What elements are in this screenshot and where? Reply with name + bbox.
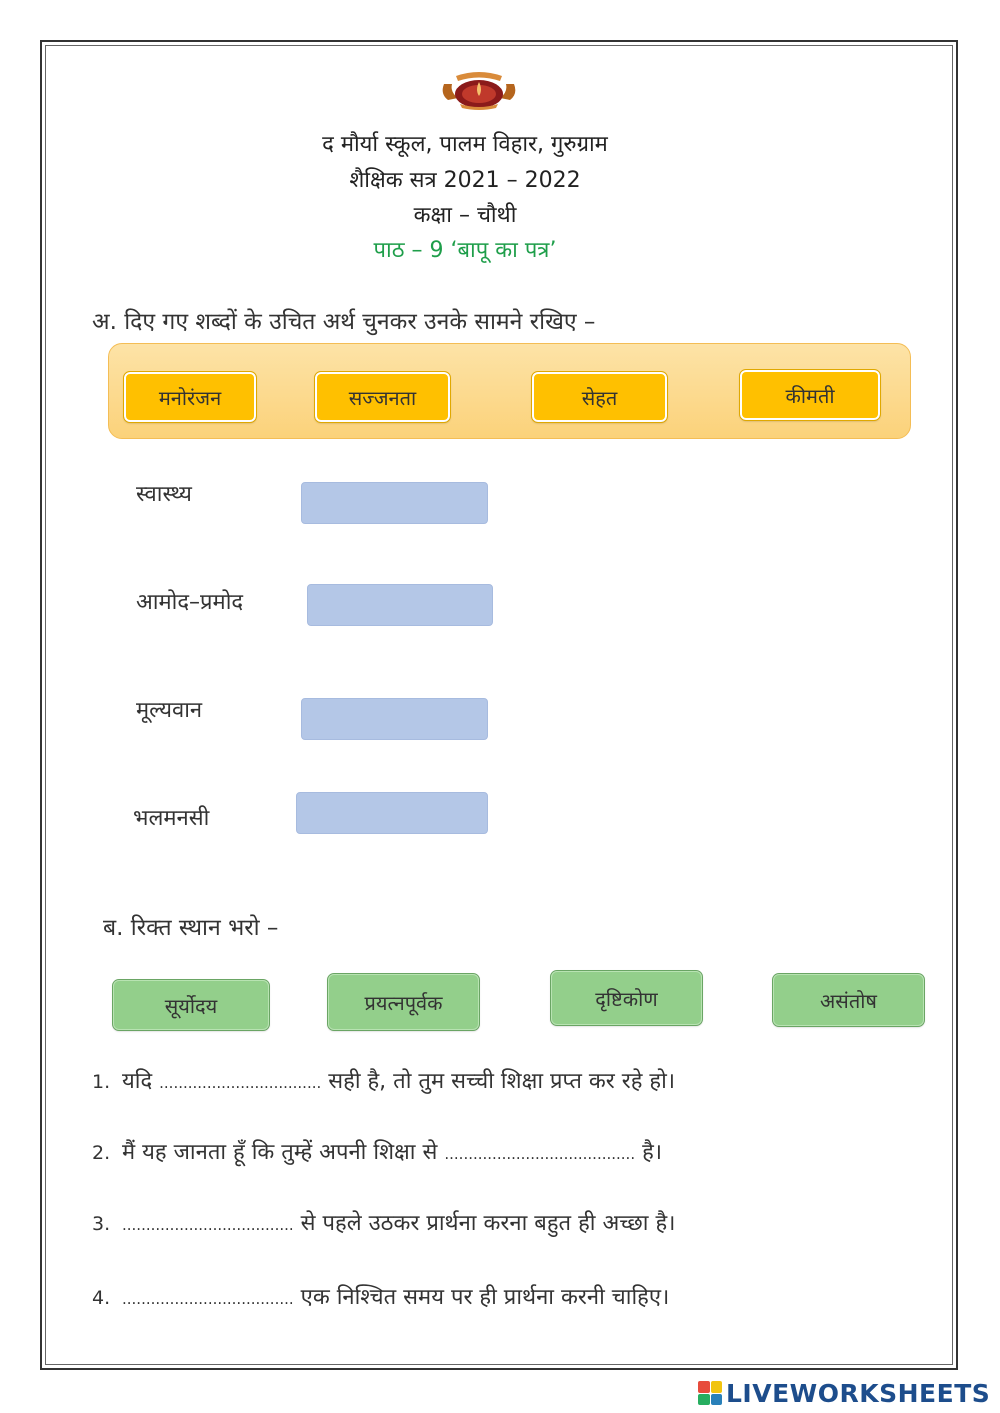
- question-number: 3.: [92, 1213, 111, 1235]
- question-4: [92, 1281, 669, 1311]
- fill-option-chip-1[interactable]: सूर्योदय: [113, 980, 269, 1030]
- question-text-before: मैं यह जानता हूँ कि तुम्हें अपनी शिक्षा से: [122, 1140, 445, 1165]
- question-text-after: से पहले उठकर प्रार्थना करना बहुत ही अच्छा है।: [293, 1211, 676, 1236]
- question-number: 4.: [92, 1287, 111, 1309]
- fill-option-chip-3[interactable]: दृष्टिकोण: [551, 971, 702, 1025]
- question-text-after: एक निश्चित समय पर ही प्रार्थना करनी चाहिए।: [293, 1285, 670, 1310]
- question-2: [92, 1136, 662, 1166]
- question-blank[interactable]: ....................................: [122, 1290, 294, 1308]
- section-a-title: अ. दिए गए शब्दों के उचित अर्थ चुनकर उनके सामने रखिए –: [92, 309, 596, 335]
- term-label-4: भलमनसी: [133, 806, 210, 831]
- answer-drop-box-4[interactable]: [296, 792, 488, 834]
- answer-drop-box-3[interactable]: [301, 698, 488, 740]
- option-chip-4[interactable]: कीमती: [740, 370, 880, 420]
- question-text-after: है।: [635, 1140, 663, 1165]
- brand-text: LIVEWORKSHEETS: [726, 1378, 991, 1408]
- option-chip-3[interactable]: सेहत: [532, 372, 667, 422]
- liveworksheets-logo-icon: [698, 1381, 722, 1405]
- question-number: 2.: [92, 1142, 111, 1164]
- option-chip-2[interactable]: सज्जनता: [315, 372, 450, 422]
- fill-option-chip-2[interactable]: प्रयत्नपूर्वक: [328, 974, 479, 1030]
- term-label-2: आमोद–प्रमोद: [136, 590, 244, 615]
- option-chip-1[interactable]: मनोरंजन: [124, 372, 256, 422]
- question-text-before: यदि: [122, 1069, 160, 1094]
- question-1: [92, 1065, 675, 1095]
- school-name: द मौर्या स्कूल, पालम विहार, गुरुग्राम: [322, 132, 608, 157]
- fill-option-chip-4[interactable]: असंतोष: [773, 974, 924, 1026]
- question-number: 1.: [92, 1071, 111, 1093]
- term-label-3: मूल्यवान: [136, 698, 203, 723]
- term-label-1: स्वास्थ्य: [136, 482, 192, 507]
- question-text-after: सही है, तो तुम सच्ची शिक्षा प्रप्त कर रहे हो।: [321, 1069, 676, 1094]
- question-blank[interactable]: ..................................: [159, 1074, 322, 1092]
- liveworksheets-brand: [698, 1380, 990, 1406]
- answer-drop-box-2[interactable]: [307, 584, 493, 626]
- session-year: शैक्षिक सत्र 2021 – 2022: [349, 168, 581, 193]
- question-3: [92, 1207, 676, 1237]
- class-label: कक्षा – चौथी: [413, 203, 517, 228]
- question-blank[interactable]: ....................................: [122, 1216, 294, 1234]
- section-b-title: ब. रिक्त स्थान भरो –: [103, 915, 279, 941]
- question-blank[interactable]: ........................................: [444, 1145, 636, 1163]
- lesson-title: पाठ – 9 ‘बापू का पत्र’: [373, 238, 557, 263]
- school-logo: [438, 70, 520, 110]
- answer-drop-box-1[interactable]: [301, 482, 488, 524]
